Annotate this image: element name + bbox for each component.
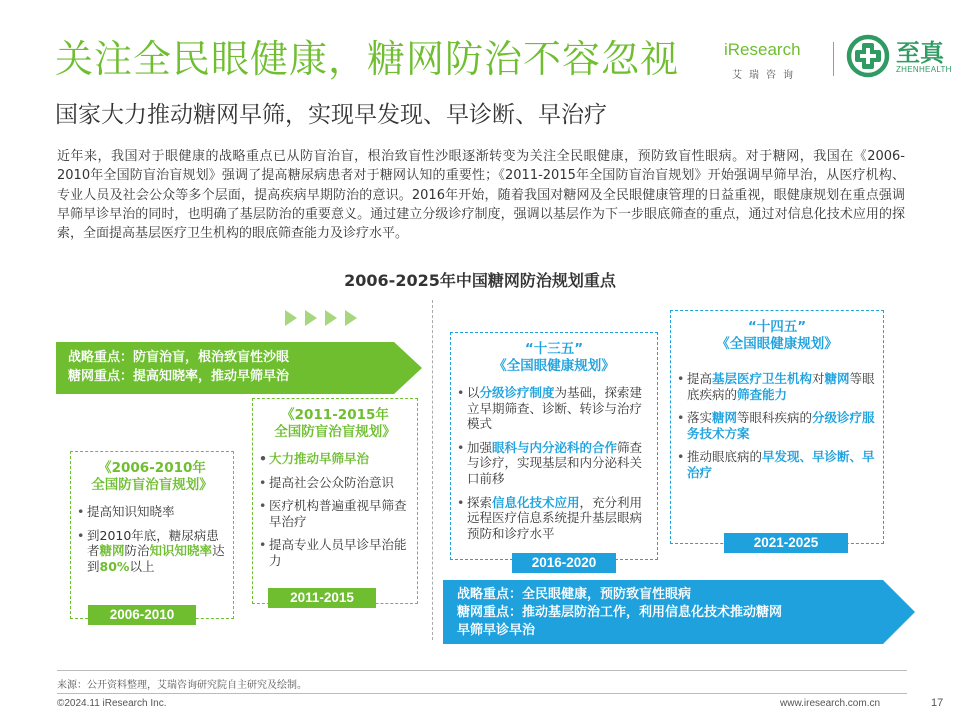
list-item: • 医疗机构普遍重视早筛查早治疗 (269, 498, 409, 529)
phase2-dr-focus-cont: 早筛早诊早治 (457, 623, 536, 638)
zhenhealth-logo-en: ZHENHEALTH (896, 65, 952, 74)
zhenhealth-logo-cn: 至真 (896, 39, 944, 67)
plan-2016-list (451, 385, 657, 541)
plan-2011-list (253, 451, 417, 569)
logo-separator (833, 42, 834, 76)
plan-2011-title: 《2011-2015年 全国防盲治盲规划》 (274, 407, 396, 440)
list-item: • 到2010年底，糖尿病患者糖网防治知识知晓率达到80%以上 (87, 528, 225, 575)
plan-2016-box (450, 332, 658, 560)
website-link[interactable]: www.iresearch.com.cn (780, 698, 881, 709)
phase2-strategy: 战略重点：全民眼健康，预防致盲性眼病 (457, 587, 692, 602)
source-note: 来源：公开资料整理，艾瑞咨询研究院自主研究及绘制。 (57, 680, 307, 691)
year-label-2021-2025: 2021-2025 (724, 533, 848, 553)
phase2-dr-focus: 糖网重点：推动基层防治工作，利用信息化技术推动糖网 (457, 605, 783, 620)
list-item: • 提高社会公众防治意识 (269, 475, 409, 491)
plan-2021-title: “十四五” 《全国眼健康规划》 (716, 319, 838, 352)
plan-2006-box (70, 451, 234, 619)
intro-paragraph: 近年来，我国对于眼健康的战略重点已从防盲治盲，根治致盲性沙眼逐渐转变为关注全民眼健康，预防致盲性眼病。对于糖网，我国在《2006-2010年全国防盲治盲规划》强调了提高糖尿病患者对于糖网认知的重要性；《2011-2015年全国防盲治盲规划》开始强调早筛早治，从医疗机构、专业人员及社会公众等多个层面，提高疾病早期防治的意识。2016年开始，随着我国对糖网及全民眼健康管理的日益重视，眼健康规划在重点强调早筛早诊早治的同时，也明确了基层防治的重要意义。通过建立分级诊疗制度，强调以基层作为下一步眼底筛查的重点，通过对信息化技术应用的探索，全面提高基层医疗卫生机构的眼底筛查能力及诊疗水平。 (57, 149, 905, 242)
list-item: • 提高基层医疗卫生机构对糖网等眼底疾病的筛查能力 (687, 371, 875, 402)
phase-divider (432, 300, 433, 640)
zhenhealth-logo (846, 34, 954, 80)
footer-divider-bottom (57, 693, 907, 694)
arrow-chevrons-icon (283, 308, 363, 328)
page-subtitle: 国家大力推动糖网早筛，实现早发现、早诊断、早治疗 (55, 102, 607, 128)
plan-2021-box (670, 310, 884, 544)
list-item: • 提高知识知晓率 (87, 504, 225, 520)
iresearch-logo-cn: 艾瑞咨询 (732, 70, 800, 81)
year-label-2011-2015: 2011-2015 (268, 588, 376, 608)
footer-divider-top (57, 670, 907, 671)
page-number: 17 (931, 697, 944, 709)
plan-2011-box (252, 398, 418, 604)
phase1-dr-focus: 糖网重点：提高知晓率，推动早筛早治 (68, 369, 290, 384)
list-item: • 提高专业人员早诊早治能力 (269, 537, 409, 568)
list-item: • 大力推动早筛早治 (269, 451, 409, 467)
iresearch-logo-text: iResearch (724, 40, 801, 59)
list-item: • 推动眼底病的早发现、早诊断、早治疗 (687, 449, 875, 480)
plan-2016-title: “十三五” 《全国眼健康规划》 (493, 341, 615, 374)
plan-2021-list (671, 371, 883, 481)
list-item: • 落实糖网等眼科疾病的分级诊疗服务技术方案 (687, 410, 875, 441)
list-item: • 以分级诊疗制度为基础，探索建立早期筛查、诊断、转诊与治疗模式 (467, 385, 649, 432)
list-item: • 加强眼科与内分泌科的合作筛查与诊疗，实现基层和内分泌科关口前移 (467, 440, 649, 487)
copyright: ©2024.11 iResearch Inc. (57, 698, 167, 709)
phase1-strategy: 战略重点：防盲治盲，根治致盲性沙眼 (68, 350, 290, 365)
plan-2006-list (71, 504, 233, 574)
year-label-2006-2010: 2006-2010 (88, 605, 196, 625)
list-item: • 探索信息化技术应用，充分利用远程医疗信息系统提升基层眼病预防和诊疗水平 (467, 495, 649, 542)
plan-2006-title: 《2006-2010年 全国防盲治盲规划》 (91, 460, 213, 493)
zhenhealth-cross-icon (846, 34, 890, 78)
year-label-2016-2020: 2016-2020 (512, 553, 616, 573)
timeline-title: 2006-2025年中国糖网防治规划重点 (344, 271, 616, 290)
iresearch-logo (724, 38, 824, 84)
page-title: 关注全民眼健康，糖网防治不容忽视 (55, 37, 680, 81)
